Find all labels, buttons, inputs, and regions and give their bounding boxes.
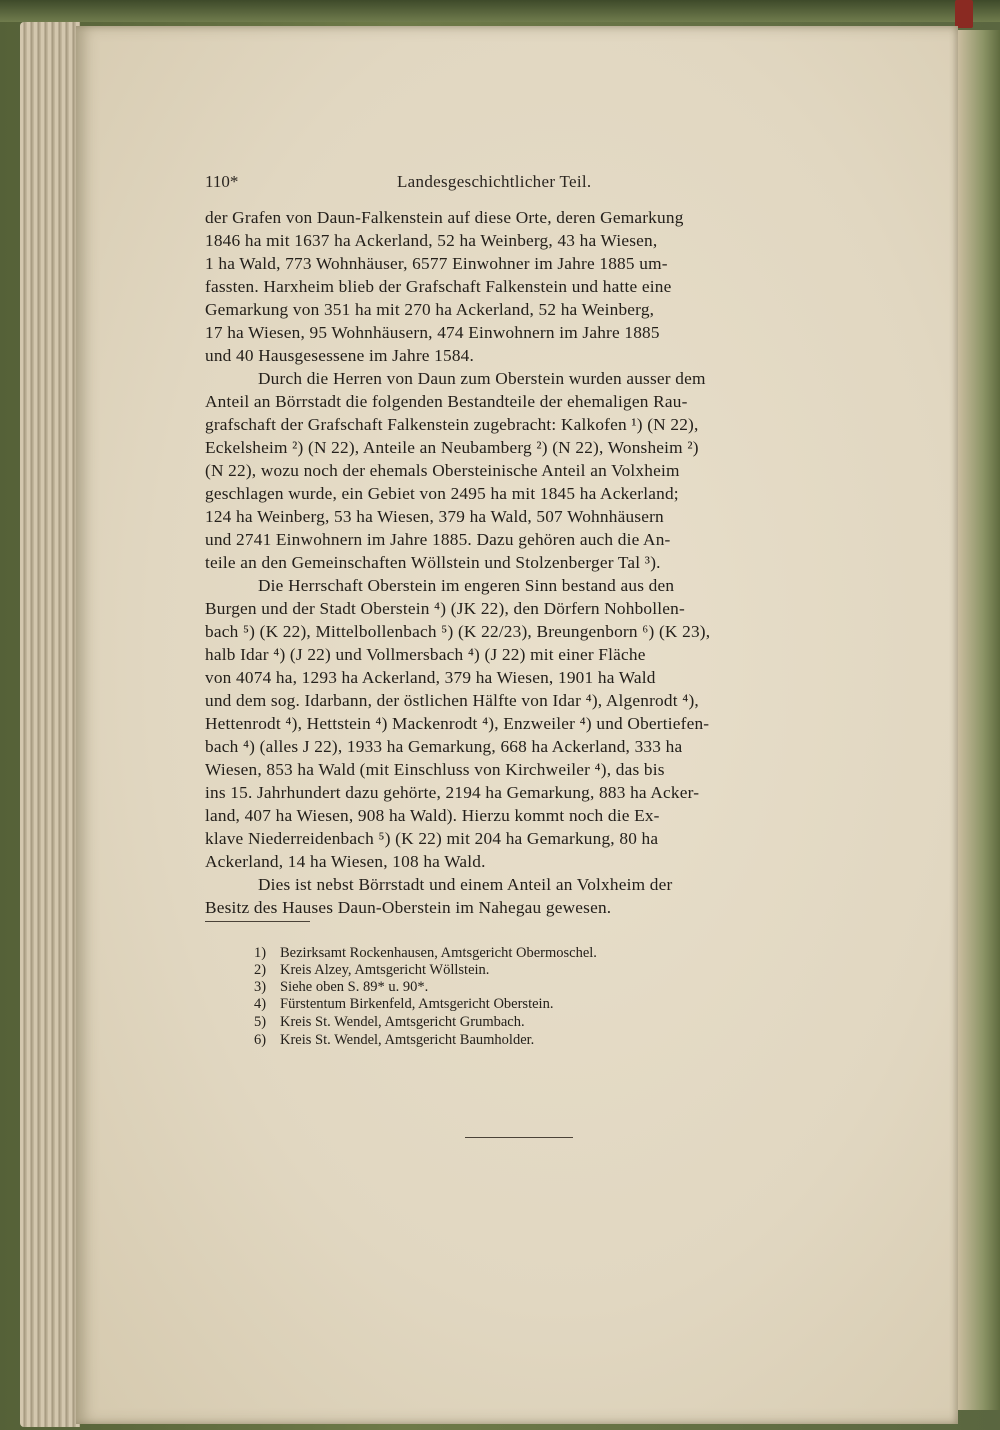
footnote xyxy=(254,1013,774,1031)
text-line: Durch die Herren von Daun zum Oberstein wurden ausser dem xyxy=(258,369,706,388)
text-line: halb Idar ⁴) (J 22) und Vollmersbach ⁴) (J 22) mit einer Fläche xyxy=(205,645,646,664)
end-of-text-rule xyxy=(465,1137,573,1138)
footnote-text: Bezirksamt Rockenhausen, Amtsgericht Obermoschel. xyxy=(280,945,597,961)
text-line: Eckelsheim ²) (N 22), Anteile an Neubamberg ²) (N 22), Wonsheim ²) xyxy=(205,438,699,457)
text-line: und 2741 Einwohnern im Jahre 1885. Dazu gehören auch die An- xyxy=(205,530,671,549)
text-line: klave Niederreidenbach ⁵) (K 22) mit 204 ha Gemarkung, 80 ha xyxy=(205,829,659,848)
text-line: ins 15. Jahrhundert dazu gehörte, 2194 ha Gemarkung, 883 ha Acker- xyxy=(205,783,700,802)
book-top-edge xyxy=(0,0,1000,22)
text-line: geschlagen wurde, ein Gebiet von 2495 ha mit 1845 ha Ackerland; xyxy=(205,484,679,503)
footnote-number: 3) xyxy=(254,979,267,995)
text-line: land, 407 ha Wiesen, 908 ha Wald). Hierzu kommt noch die Ex- xyxy=(205,806,660,825)
text-line: Gemarkung von 351 ha mit 270 ha Ackerland, 52 ha Weinberg, xyxy=(205,300,655,319)
footnote xyxy=(254,1031,774,1049)
footnote xyxy=(254,995,774,1013)
ribbon-bookmark xyxy=(955,0,973,28)
page-header xyxy=(205,172,855,194)
text-line: Anteil an Börrstadt die folgenden Bestandteile der ehemaligen Rau- xyxy=(205,392,688,411)
page-stack-edge xyxy=(20,22,80,1427)
text-line: 124 ha Weinberg, 53 ha Wiesen, 379 ha Wald, 507 Wohnhäusern xyxy=(205,507,664,526)
footnote-text: Kreis St. Wendel, Amtsgericht Baumholder. xyxy=(280,1032,535,1048)
right-page-edge xyxy=(958,30,1000,1410)
text-line: Wiesen, 853 ha Wald (mit Einschluss von Kirchweiler ⁴), das bis xyxy=(205,760,665,779)
footnote xyxy=(254,978,774,996)
footnote-number: 1) xyxy=(254,945,267,961)
text-line: 17 ha Wiesen, 95 Wohnhäusern, 474 Einwohnern im Jahre 1885 xyxy=(205,323,660,342)
footnote-number: 5) xyxy=(254,1014,267,1030)
text-line: teile an den Gemeinschaften Wöllstein und Stolzenberger Tal ³). xyxy=(205,553,661,572)
text-line: grafschaft der Grafschaft Falkenstein zugebracht: Kalkofen ¹) (N 22), xyxy=(205,415,699,434)
footnote xyxy=(254,961,774,979)
footnote-number: 6) xyxy=(254,1032,267,1048)
text-line: Dies ist nebst Börrstadt und einem Anteil an Volxheim der xyxy=(258,875,673,894)
text-line: fassten. Harxheim blieb der Grafschaft Falkenstein und hatte eine xyxy=(205,277,672,296)
text-line: Die Herrschaft Oberstein im engeren Sinn bestand aus den xyxy=(258,576,675,595)
text-line: Hettenrodt ⁴), Hettstein ⁴) Mackenrodt ⁴), Enzweiler ⁴) und Obertiefen- xyxy=(205,714,710,733)
footnote-number: 2) xyxy=(254,962,267,978)
footnote-text: Siehe oben S. 89* u. 90*. xyxy=(280,979,429,995)
text-line: 1 ha Wald, 773 Wohnhäuser, 6577 Einwohner im Jahre 1885 um- xyxy=(205,254,668,273)
running-head: Landesgeschichtlicher Teil. xyxy=(397,172,592,191)
footnote xyxy=(254,944,774,962)
footnote-text: Fürstentum Birkenfeld, Amtsgericht Oberstein. xyxy=(280,996,554,1012)
text-line: bach ⁴) (alles J 22), 1933 ha Gemarkung, 668 ha Ackerland, 333 ha xyxy=(205,737,683,756)
text-line: bach ⁵) (K 22), Mittelbollenbach ⁵) (K 22/23), Breungenborn ⁶) (K 23), xyxy=(205,622,711,641)
footnote-text: Kreis Alzey, Amtsgericht Wöllstein. xyxy=(280,962,490,978)
text-line: Besitz des Hauses Daun-Oberstein im Nahegau gewesen. xyxy=(205,898,612,917)
text-line: Ackerland, 14 ha Wiesen, 108 ha Wald. xyxy=(205,852,486,871)
footnote-number: 4) xyxy=(254,996,267,1012)
text-line: von 4074 ha, 1293 ha Ackerland, 379 ha Wiesen, 1901 ha Wald xyxy=(205,668,656,687)
text-line: (N 22), wozu noch der ehemals Obersteinische Anteil an Volxheim xyxy=(205,461,680,480)
text-line: der Grafen von Daun-Falkenstein auf diese Orte, deren Gemarkung xyxy=(205,208,684,227)
text-line: und dem sog. Idarbann, der östlichen Hälfte von Idar ⁴), Algenrodt ⁴), xyxy=(205,691,699,710)
page-number: 110* xyxy=(205,172,239,191)
footnote-separator xyxy=(205,921,310,922)
text-line: 1846 ha mit 1637 ha Ackerland, 52 ha Weinberg, 43 ha Wiesen, xyxy=(205,231,658,250)
footnote-text: Kreis St. Wendel, Amtsgericht Grumbach. xyxy=(280,1014,525,1030)
text-line: und 40 Hausgesessene im Jahre 1584. xyxy=(205,346,475,365)
text-line: Burgen und der Stadt Oberstein ⁴) (JK 22), den Dörfern Nohbollen- xyxy=(205,599,685,618)
